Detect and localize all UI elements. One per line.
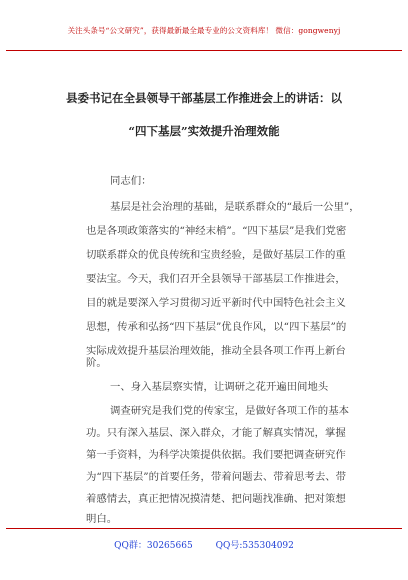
body-line: 要法宝。今天，我们召开全县领导干部基层工作推进会， bbox=[86, 273, 346, 285]
header-rule bbox=[6, 50, 402, 51]
body-line: 也是各项政策落实的“神经末梢”。“四下基层”是我们党密 bbox=[86, 225, 347, 237]
body-line: 实际成效提升基层治理效能，推动全县各项工作再上新台 bbox=[86, 345, 346, 357]
body-line: 第一手资料，为科学决策提供依据。我们要把调查研究作 bbox=[86, 449, 346, 461]
body-line: 着感情去，真正把情况摸清楚、把问题找准确、把对策想 bbox=[86, 493, 346, 505]
body-line: 调查研究是我们党的传家宝，是做好各项工作的基本 bbox=[110, 405, 349, 417]
page-footer bbox=[0, 538, 408, 551]
body-line: 为“四下基层”的首要任务，带着问题去、带着思考去、带 bbox=[86, 471, 346, 483]
body-line: 目的就是要深入学习贯彻习近平新时代中国特色社会主义 bbox=[86, 297, 346, 309]
title-line-2: “四下基层”实效提升治理效能 bbox=[128, 124, 280, 138]
page-header: 关注头条号“公文研究”，获得最新最全最专业的公文资料库！ 微信：gongwenyj bbox=[67, 26, 341, 35]
body-line: 功。只有深入基层、深入群众，才能了解真实情况，掌握 bbox=[86, 427, 346, 439]
section-heading: 一、身入基层察实情，让调研之花开遍田间地头 bbox=[110, 381, 329, 393]
footer-qq: QQ号:535304092 bbox=[215, 541, 294, 551]
body-line: 明白。 bbox=[86, 513, 118, 525]
body-line: 思想，传承和弘扬“四下基层”优良作风，以“四下基层”的 bbox=[86, 321, 347, 333]
body-line: 切联系群众的优良传统和宝贵经验，是做好基层工作的重 bbox=[86, 249, 346, 261]
footer-qq-group: QQ群：30265665 bbox=[114, 541, 193, 551]
body-line: 基层是社会治理的基础，是联系群众的“最后一公里”， bbox=[110, 201, 360, 213]
body-line: 阶。 bbox=[86, 357, 107, 369]
footer-rule bbox=[6, 528, 402, 529]
title-line-1: 县委书记在全县领导干部基层工作推进会上的讲话：以 bbox=[66, 91, 342, 105]
body-line: 同志们： bbox=[110, 175, 152, 187]
